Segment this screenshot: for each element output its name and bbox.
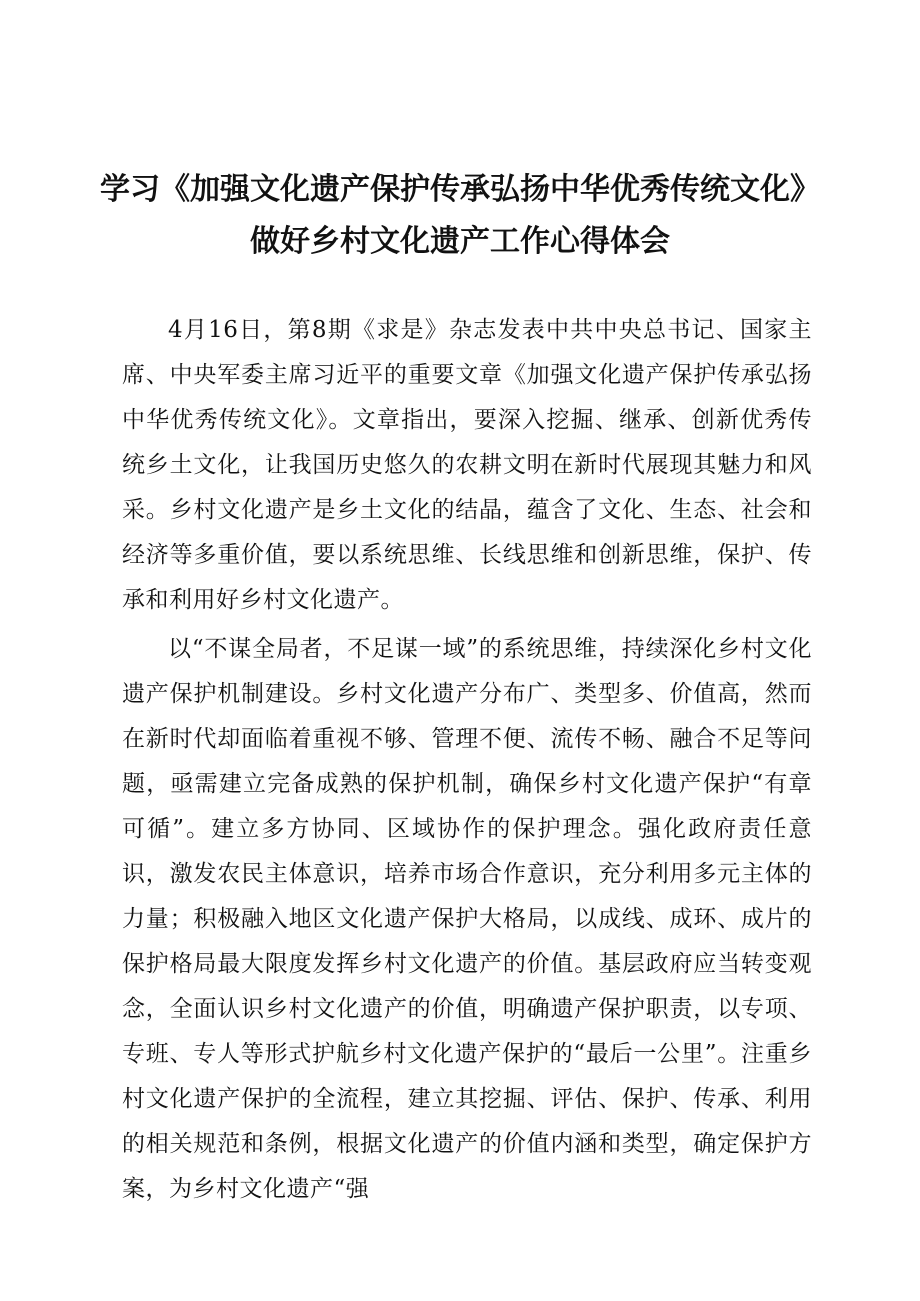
document-body (122, 308, 812, 1212)
document-title (0, 164, 920, 268)
title-line-2: 做好乡村文化遗产工作心得体会 (250, 224, 670, 259)
paragraph-2: 以“不谋全局者，不足谋一域”的系统思维，持续深化乡村文化遗产保护机制建设。乡村文化遗产分布广、类型多、价值高，然而在新时代却面临着重视不够、管理不便、流传不畅、融合不足等问题，亟需建立完备成熟的保护机制，确保乡村文化遗产保护“有章可循”。建立多方协同、区域协作的保护理念。强化政府责任意识，激发农民主体意识，培养市场合作意识，充分利用多元主体的力量；积极融入地区文化遗产保护大格局，以成线、成环、成片的保护格局最大限度发挥乡村文化遗产的价值。基层政府应当转变观念，全面认识乡村文化遗产的价值，明确遗产保护职责，以专项、专班、专人等形式护航乡村文化遗产保护的“最后一公里”。注重乡村文化遗产保护的全流程，建立其挖掘、评估、保护、传承、利用的相关规范和条例，根据文化遗产的价值内涵和类型，确定保护方案，为乡村文化遗产“强 (122, 636, 812, 1202)
paragraph-1: 4月16日，第8期《求是》杂志发表中共中央总书记、国家主席、中央军委主席习近平的重要文章《加强文化遗产保护传承弘扬中华优秀传统文化》。文章指出，要深入挖掘、继承、创新优秀传统乡土文化，让我国历史悠久的农耕文明在新时代展现其魅力和风采。乡村文化遗产是乡土文化的结晶，蕴含了文化、生态、社会和经济等多重价值，要以系统思维、长线思维和创新思维，保护、传承和利用好乡村文化遗产。 (122, 317, 812, 613)
title-line-1: 学习《加强文化遗产保护传承弘扬中华优秀传统文化》 (100, 172, 820, 207)
